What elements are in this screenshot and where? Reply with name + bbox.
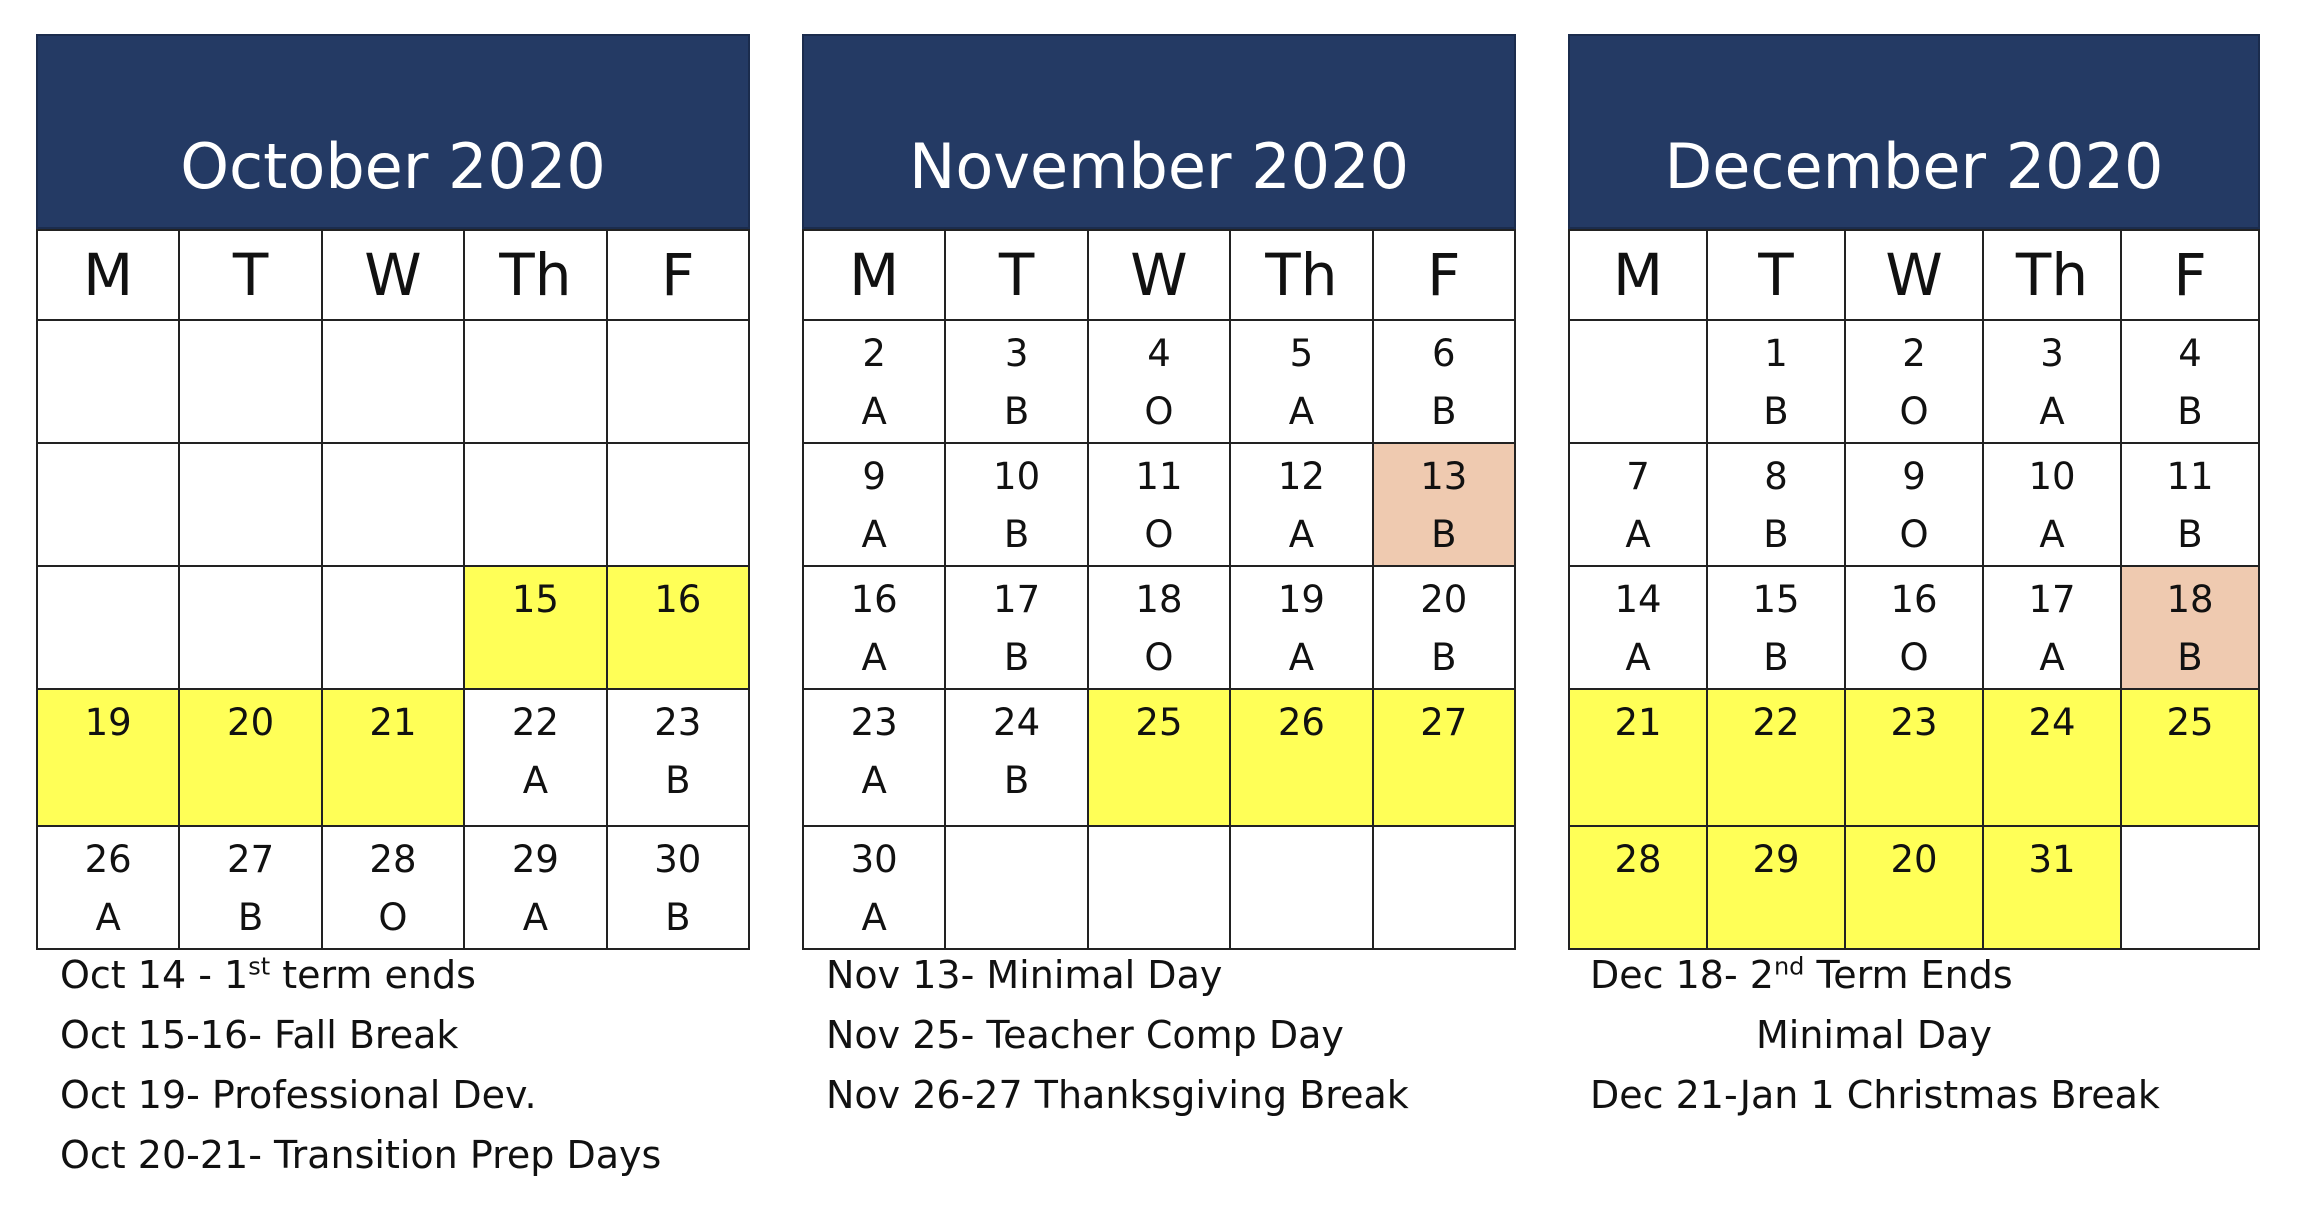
- day-cell: [1373, 689, 1515, 826]
- month-grid: [802, 229, 1516, 950]
- note-text-end: term ends: [270, 953, 476, 997]
- day-cell: [1230, 826, 1372, 949]
- day-number: 27: [1420, 701, 1468, 744]
- day-cell: [1707, 320, 1845, 443]
- day-cell: [1230, 443, 1372, 566]
- day-cell: [1569, 689, 1707, 826]
- calendar-note: [826, 1005, 1409, 1065]
- calendar-note: [60, 1005, 661, 1065]
- day-rotation-letter: O: [378, 896, 408, 939]
- day-number: 23: [850, 701, 898, 744]
- day-number: 3: [2040, 332, 2064, 375]
- day-rotation-letter: A: [2039, 513, 2065, 556]
- weekday-header: F: [607, 230, 749, 320]
- day-number: 30: [850, 838, 898, 881]
- day-rotation-letter: A: [522, 759, 549, 802]
- day-cell: [2121, 566, 2259, 689]
- day-number: 3: [1004, 332, 1029, 375]
- december-notes: [1590, 945, 2160, 1125]
- day-cell: [1845, 320, 1983, 443]
- weekday-header-row: [37, 230, 749, 320]
- day-cell: [322, 689, 464, 826]
- weekday-header: F: [1373, 230, 1515, 320]
- day-number: 25: [2166, 701, 2214, 744]
- day-cell: [803, 826, 945, 949]
- calendar-note: [1590, 1005, 2160, 1065]
- weekday-header: M: [1569, 230, 1707, 320]
- day-cell: [464, 320, 606, 443]
- day-rotation-letter: A: [2039, 636, 2065, 679]
- day-rotation-letter: A: [861, 636, 887, 679]
- day-rotation-letter: A: [1288, 636, 1315, 679]
- day-number: 27: [227, 838, 275, 881]
- day-cell: [37, 320, 179, 443]
- day-cell: [1569, 320, 1707, 443]
- weekday-header: T: [1707, 230, 1845, 320]
- weekday-header: Th: [1983, 230, 2121, 320]
- week-row: [37, 320, 749, 443]
- weekday-header: W: [1845, 230, 1983, 320]
- week-row: [803, 320, 1515, 443]
- day-cell: [1569, 566, 1707, 689]
- day-rotation-letter: A: [522, 896, 549, 939]
- day-cell: [2121, 320, 2259, 443]
- day-number: 26: [1277, 701, 1325, 744]
- day-rotation-letter: A: [1625, 636, 1651, 679]
- weekday-header: W: [322, 230, 464, 320]
- day-cell: [607, 320, 749, 443]
- note-text: Oct 20-21- Transition Prep Days: [60, 1133, 662, 1177]
- note-text: Nov 13- Minimal Day: [826, 953, 1223, 997]
- day-rotation-letter: O: [1144, 636, 1174, 679]
- day-cell: [607, 566, 749, 689]
- day-number: 2: [1902, 332, 1926, 375]
- day-rotation-letter: A: [1625, 513, 1651, 556]
- day-cell: [607, 443, 749, 566]
- day-rotation-letter: B: [665, 896, 691, 939]
- day-number: 11: [1135, 455, 1183, 498]
- day-number: 20: [227, 701, 275, 744]
- day-rotation-letter: O: [1899, 513, 1929, 556]
- day-rotation-letter: B: [1003, 390, 1030, 433]
- day-rotation-letter: A: [2039, 390, 2065, 433]
- day-cell: [1983, 320, 2121, 443]
- day-number: 22: [1752, 701, 1800, 744]
- week-row: [37, 443, 749, 566]
- calendar-note: [60, 945, 661, 1005]
- note-text: Oct 15-16- Fall Break: [60, 1013, 459, 1057]
- weeks: [1569, 320, 2259, 949]
- day-cell: [2121, 826, 2259, 949]
- day-number: 24: [993, 701, 1041, 744]
- day-number: 16: [654, 578, 702, 621]
- weekday-header: T: [945, 230, 1087, 320]
- day-cell: [803, 320, 945, 443]
- day-cell: [1983, 566, 2121, 689]
- day-number: 18: [2166, 578, 2214, 621]
- day-cell: [945, 826, 1087, 949]
- calendar-december-2020: [1568, 34, 2260, 950]
- note-text: Nov 26-27 Thanksgiving Break: [826, 1073, 1409, 1117]
- day-number: 13: [1420, 455, 1468, 498]
- day-cell: [945, 689, 1087, 826]
- day-cell: [945, 320, 1087, 443]
- weekday-header: M: [803, 230, 945, 320]
- day-cell: [1707, 443, 1845, 566]
- day-cell: [464, 443, 606, 566]
- day-cell: [37, 826, 179, 949]
- day-rotation-letter: B: [1763, 513, 1789, 556]
- day-rotation-letter: A: [861, 390, 887, 433]
- day-cell: [1373, 826, 1515, 949]
- day-cell: [179, 826, 321, 949]
- day-cell: [945, 566, 1087, 689]
- day-number: 23: [1890, 701, 1938, 744]
- day-cell: [607, 689, 749, 826]
- day-cell: [464, 566, 606, 689]
- calendar-note: [1590, 1065, 2160, 1125]
- day-number: 1: [1764, 332, 1788, 375]
- day-rotation-letter: A: [1288, 390, 1315, 433]
- weekday-header-row: [803, 230, 1515, 320]
- day-number: 4: [2178, 332, 2202, 375]
- week-row: [37, 826, 749, 949]
- day-cell: [1373, 566, 1515, 689]
- note-text: Oct 14 - 1: [60, 953, 249, 997]
- day-cell: [1088, 826, 1230, 949]
- day-number: 16: [850, 578, 898, 621]
- week-row: [1569, 689, 2259, 826]
- day-rotation-letter: A: [861, 759, 887, 802]
- calendar-note: [826, 1065, 1409, 1125]
- weekday-header-row: [1569, 230, 2259, 320]
- day-number: 5: [1289, 332, 1314, 375]
- day-number: 20: [1420, 578, 1468, 621]
- day-rotation-letter: B: [1763, 390, 1789, 433]
- day-number: 15: [1752, 578, 1800, 621]
- day-cell: [945, 443, 1087, 566]
- calendar-note: [1590, 945, 2160, 1005]
- day-cell: [322, 566, 464, 689]
- day-number: 29: [511, 838, 559, 881]
- day-cell: [1088, 443, 1230, 566]
- day-number: 25: [1135, 701, 1183, 744]
- day-cell: [1707, 689, 1845, 826]
- day-rotation-letter: B: [1003, 759, 1030, 802]
- day-rotation-letter: A: [861, 513, 887, 556]
- day-number: 7: [1626, 455, 1650, 498]
- day-cell: [37, 566, 179, 689]
- day-number: 14: [1614, 578, 1662, 621]
- day-number: 11: [2166, 455, 2214, 498]
- day-number: 21: [1614, 701, 1662, 744]
- day-number: 16: [1890, 578, 1938, 621]
- day-cell: [1230, 320, 1372, 443]
- weeks: [803, 320, 1515, 949]
- calendar-note: [60, 1065, 661, 1125]
- day-cell: [37, 689, 179, 826]
- weeks: [37, 320, 749, 949]
- day-rotation-letter: B: [1003, 513, 1030, 556]
- weekday-header: T: [179, 230, 321, 320]
- day-rotation-letter: O: [1899, 636, 1929, 679]
- day-rotation-letter: B: [2177, 513, 2203, 556]
- day-cell: [322, 826, 464, 949]
- day-cell: [1845, 689, 1983, 826]
- day-cell: [37, 443, 179, 566]
- day-rotation-letter: O: [1144, 513, 1174, 556]
- day-cell: [464, 689, 606, 826]
- week-row: [37, 689, 749, 826]
- calendar-note: [826, 945, 1409, 1005]
- day-rotation-letter: B: [2177, 390, 2203, 433]
- week-row: [1569, 320, 2259, 443]
- day-rotation-letter: B: [1763, 636, 1789, 679]
- day-cell: [179, 320, 321, 443]
- day-number: 8: [1764, 455, 1788, 498]
- day-rotation-letter: B: [665, 759, 691, 802]
- day-number: 20: [1890, 838, 1938, 881]
- day-number: 18: [1135, 578, 1183, 621]
- day-cell: [1569, 826, 1707, 949]
- day-rotation-letter: B: [237, 896, 264, 939]
- day-cell: [179, 443, 321, 566]
- weekday-header: Th: [1230, 230, 1372, 320]
- note-text: Dec 21-Jan 1 Christmas Break: [1590, 1073, 2160, 1117]
- month-title: November 2020: [802, 34, 1516, 229]
- day-cell: [2121, 443, 2259, 566]
- day-cell: [179, 566, 321, 689]
- day-cell: [1088, 566, 1230, 689]
- month-grid: [1568, 229, 2260, 950]
- day-rotation-letter: O: [1899, 390, 1929, 433]
- week-row: [803, 689, 1515, 826]
- day-number: 15: [511, 578, 559, 621]
- day-number: 31: [2028, 838, 2076, 881]
- day-cell: [803, 443, 945, 566]
- month-title: October 2020: [36, 34, 750, 229]
- day-cell: [803, 566, 945, 689]
- day-cell: [322, 443, 464, 566]
- october-notes: [60, 945, 661, 1185]
- weekday-header: F: [2121, 230, 2259, 320]
- month-title: December 2020: [1568, 34, 2260, 229]
- day-rotation-letter: A: [95, 896, 121, 939]
- day-rotation-letter: B: [1431, 636, 1457, 679]
- day-number: 29: [1752, 838, 1800, 881]
- day-cell: [1707, 566, 1845, 689]
- day-cell: [803, 689, 945, 826]
- day-cell: [1845, 826, 1983, 949]
- day-rotation-letter: B: [1431, 513, 1457, 556]
- day-cell: [1569, 443, 1707, 566]
- month-grid: [36, 229, 750, 950]
- note-text: Minimal Day: [1756, 1013, 1992, 1057]
- day-number: 19: [84, 701, 132, 744]
- note-superscript: nd: [1773, 952, 1805, 981]
- day-cell: [1983, 826, 2121, 949]
- weekday-header: W: [1088, 230, 1230, 320]
- day-cell: [1983, 443, 2121, 566]
- day-number: 9: [1902, 455, 1926, 498]
- week-row: [803, 566, 1515, 689]
- weekday-header: M: [37, 230, 179, 320]
- day-cell: [1088, 689, 1230, 826]
- day-number: 22: [511, 701, 559, 744]
- week-row: [1569, 443, 2259, 566]
- day-cell: [1845, 443, 1983, 566]
- weekday-header: Th: [464, 230, 606, 320]
- november-notes: [826, 945, 1409, 1125]
- day-cell: [1088, 320, 1230, 443]
- calendar-november-2020: [802, 34, 1516, 950]
- day-cell: [1230, 566, 1372, 689]
- day-number: 17: [2028, 578, 2076, 621]
- day-rotation-letter: A: [1288, 513, 1315, 556]
- day-number: 12: [1277, 455, 1325, 498]
- day-cell: [179, 689, 321, 826]
- day-rotation-letter: B: [1003, 636, 1030, 679]
- day-cell: [1373, 443, 1515, 566]
- day-number: 26: [84, 838, 132, 881]
- week-row: [1569, 826, 2259, 949]
- day-cell: [322, 320, 464, 443]
- note-superscript: st: [248, 952, 271, 981]
- day-cell: [464, 826, 606, 949]
- note-text: Nov 25- Teacher Comp Day: [826, 1013, 1344, 1057]
- day-rotation-letter: A: [861, 896, 887, 939]
- day-cell: [1707, 826, 1845, 949]
- day-number: 4: [1147, 332, 1171, 375]
- day-number: 10: [2028, 455, 2076, 498]
- day-cell: [607, 826, 749, 949]
- day-number: 23: [654, 701, 702, 744]
- day-number: 28: [1614, 838, 1662, 881]
- day-number: 30: [654, 838, 702, 881]
- day-rotation-letter: O: [1144, 390, 1174, 433]
- day-number: 24: [2028, 701, 2076, 744]
- day-number: 6: [1432, 332, 1456, 375]
- day-number: 2: [862, 332, 886, 375]
- day-cell: [1983, 689, 2121, 826]
- day-number: 9: [862, 455, 886, 498]
- week-row: [37, 566, 749, 689]
- day-number: 21: [369, 701, 417, 744]
- day-rotation-letter: B: [2177, 636, 2203, 679]
- calendar-note: [60, 1125, 661, 1185]
- day-cell: [1373, 320, 1515, 443]
- day-number: 17: [993, 578, 1041, 621]
- week-row: [803, 443, 1515, 566]
- day-cell: [2121, 689, 2259, 826]
- day-number: 19: [1277, 578, 1325, 621]
- week-row: [803, 826, 1515, 949]
- week-row: [1569, 566, 2259, 689]
- note-text: Dec 18- 2: [1590, 953, 1774, 997]
- note-text: Oct 19- Professional Dev.: [60, 1073, 537, 1117]
- day-number: 10: [993, 455, 1041, 498]
- day-rotation-letter: B: [1431, 390, 1457, 433]
- note-text-end: Term Ends: [1804, 953, 2013, 997]
- day-cell: [1845, 566, 1983, 689]
- calendar-october-2020: [36, 34, 750, 950]
- day-number: 28: [369, 838, 417, 881]
- day-cell: [1230, 689, 1372, 826]
